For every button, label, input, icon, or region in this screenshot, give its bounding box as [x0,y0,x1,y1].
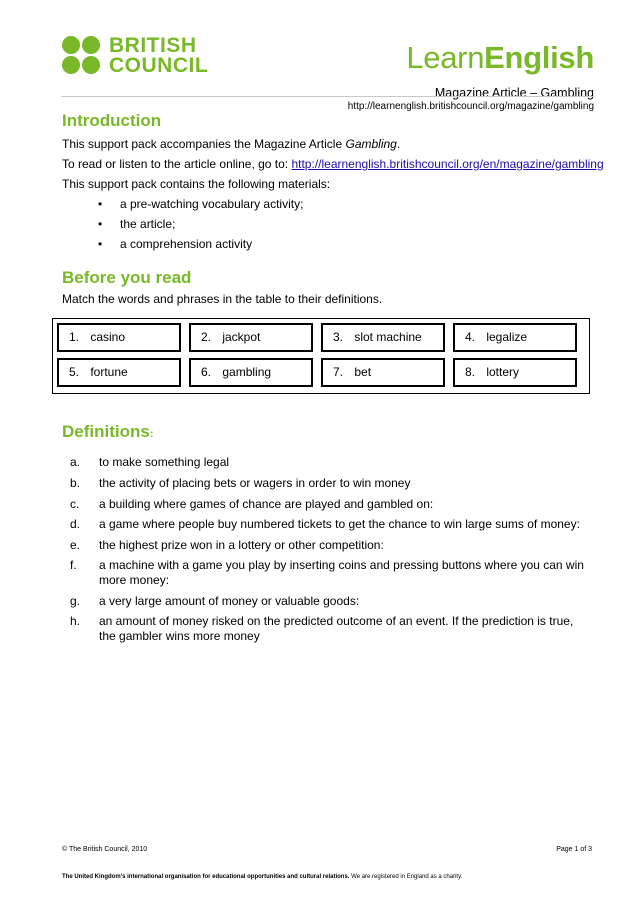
intro-line-1: This support pack accompanies the Magazine Article Gambling. [62,137,401,151]
before-you-read-heading: Before you read [62,268,192,287]
match-instruction: Match the words and phrases in the table to their definitions. [62,292,383,306]
vocab-cell: 5. fortune [57,358,181,387]
vocab-cell: 6. gambling [189,358,313,387]
definitions-heading: Definitions: [62,422,154,441]
vocabulary-table [52,318,590,394]
bullet-icon: • [98,197,103,211]
bullet-icon: • [98,237,103,251]
vocab-cell: 8. lottery [453,358,577,387]
learnenglish-logo: LearnEnglish [406,40,594,75]
list-item: • a comprehension activity [98,237,253,251]
logo-dots-icon [62,36,102,76]
vocab-cell: 2. jackpot [189,323,313,352]
vocab-cell: 3. slot machine [321,323,445,352]
article-link[interactable]: http://learnenglish.britishcouncil.org/en/magazine/gambling [291,157,604,171]
list-item: • the article; [98,217,176,231]
header-title: Magazine Article – Gambling [434,86,594,100]
logo-wordmark: BRITISH COUNCIL [109,34,209,77]
vocab-cell: 7. bet [321,358,445,387]
intro-line-2: To read or listen to the article online, go to: http://learnenglish.britishcouncil.org/en/magazine/gambling [62,157,604,171]
header-url: http://learnenglish.britishcouncil.org/magazine/gambling [347,101,594,112]
footer-statement: The United Kingdom’s international organisation for educational opportunities and cultural relations. We are registered in England as a charity. [62,874,463,880]
copyright: © The British Council, 2010 [62,846,148,853]
list-item: • a pre-watching vocabulary activity; [98,197,304,211]
header-divider [61,96,594,97]
intro-line-3: This support pack contains the following materials: [62,177,331,191]
page-number: Page 1 of 3 [556,846,592,853]
vocab-cell: 4. legalize [453,323,577,352]
vocab-cell: 1. casino [57,323,181,352]
introduction-heading: Introduction [62,111,162,130]
bullet-icon: • [98,217,103,231]
